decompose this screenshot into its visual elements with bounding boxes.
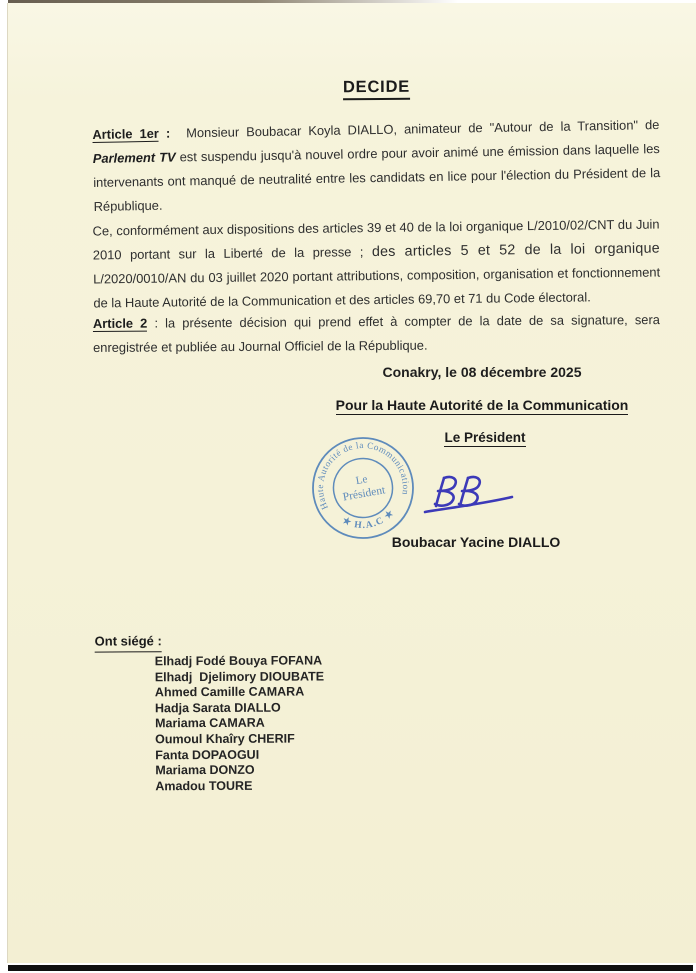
attendees-heading-text: Ont siégé : <box>95 631 162 652</box>
scan-edge-bottom <box>8 965 693 971</box>
signatory-title-text: Le Président <box>444 430 526 445</box>
article-1-body: est suspendu jusqu'à nouvel ordre pour avoir animé une émission dans laquelle les intervenants ont manqué de neutralité entre les candidats en lice pour l'élection du Président de la République. <box>93 141 661 214</box>
legal-basis-paragraph <box>92 213 660 316</box>
handwritten-signature <box>420 466 518 518</box>
decision-heading <box>93 76 660 102</box>
article-2-body: la présente décision qui prend effet à compter de la date de sa signature, sera enregistrée et publiée au Journal Officiel de la République. <box>93 312 660 355</box>
attendee-name: Mariama CAMARA <box>155 716 265 731</box>
scan-edge-top <box>8 0 458 3</box>
attendee-name: Elhadj Djelimory DIOUBATE <box>154 668 325 684</box>
attendee-name: Fanta DOPAOGUI <box>155 747 260 762</box>
official-stamp <box>306 431 420 545</box>
attendees-heading <box>95 630 324 652</box>
article-2-label: Article 2 <box>92 315 148 331</box>
decision-heading-text: DECIDE <box>343 78 410 100</box>
legal-basis-emphasis: des articles 5 et 52 de la loi organique <box>371 240 660 261</box>
attendee-name: Elhadj Fodé Bouya FOFANA <box>154 653 323 669</box>
article-1-label: Article 1er <box>92 125 160 142</box>
dateline: Conakry, le 08 décembre 2025 <box>382 364 582 380</box>
attendee-name: Mariama DONZO <box>155 762 255 778</box>
stamp-center-line1: Le <box>354 473 369 488</box>
stamp-bottom-text: ★ H.A.C ★ <box>340 507 397 532</box>
authority-line-text: Pour la Haute Autorité de la Communication <box>335 397 629 413</box>
authority-line <box>270 397 694 415</box>
attendee-name: Ahmed Camille CAMARA <box>154 684 305 700</box>
stamp-ring-text: Haute Autorité de la Communication <box>314 439 412 512</box>
legal-basis-part2: L/2020/0010/AN du 03 juillet 2020 portant attributions, composition, organisation et fonctionnement de la Haute Autorité de la Communication et des articles 69,70 et 71 du Code électoral. <box>93 264 661 311</box>
stamp-center-line2: Président <box>341 484 387 504</box>
legal-basis-part1: Ce, conformément aux dispositions des articles 39 et 40 de la loi organique L/2010/02/CNT du Juin 2010 portant sur la Liberté de la presse ; <box>92 216 660 263</box>
article-1-intro: Monsieur Boubacar Koyla DIALLO, animateur de "Autour de la Transition" de <box>186 117 660 141</box>
channel-name: Parlement TV <box>92 149 176 166</box>
attendee-name: Hadja Sarata DIALLO <box>154 700 281 716</box>
article-2-paragraph: Article 2 : la présente décision qui prend effet à compter de la date de sa signature, sera enregistrée et publiée au Journal Officiel de la République. <box>92 312 660 355</box>
attendee-name: Amadou TOURE <box>155 778 253 794</box>
attendee-list <box>155 653 325 794</box>
attendees-section <box>95 630 325 795</box>
article-1-paragraph: Article 1er : Monsieur Boubacar Koyla DIALLO, animateur de "Autour de la Transition" de Parlement TV est suspendu jusqu'à nouvel ordre pour avoir animé une émission dans laquelle les intervenants ont manqué de neutralité entre les candidats en lice pour l'élection du Président de la République. <box>92 117 661 214</box>
signatory-name: Boubacar Yacine DIALLO <box>391 534 561 550</box>
attendee-name: Oumoul Khaîry CHERIF <box>155 731 295 747</box>
